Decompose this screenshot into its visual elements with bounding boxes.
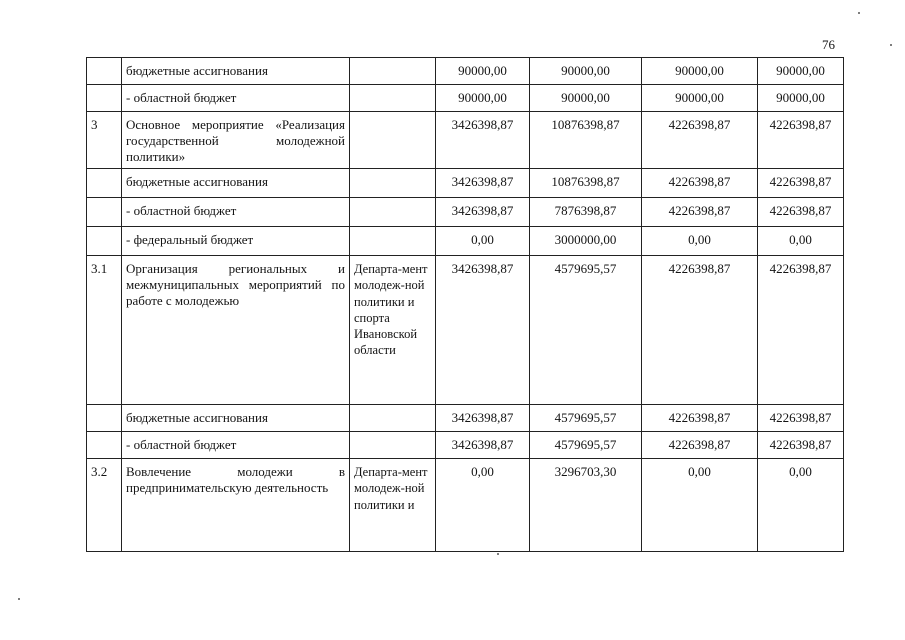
row-index: 3.2 (87, 459, 122, 552)
row-value-3: 4226398,87 (642, 198, 758, 227)
row-description: бюджетные ассигнования (122, 169, 350, 198)
row-index (87, 405, 122, 432)
row-description: бюджетные ассигнования (122, 58, 350, 85)
row-executor (350, 432, 436, 459)
row-value-1: 90000,00 (436, 85, 530, 112)
row-value-3: 4226398,87 (642, 256, 758, 405)
row-executor (350, 85, 436, 112)
row-value-2: 7876398,87 (530, 198, 642, 227)
row-executor: Департа-мент молодеж-ной политики и (350, 459, 436, 552)
table-row (87, 58, 844, 85)
table-row (87, 459, 844, 552)
row-value-2: 3296703,30 (530, 459, 642, 552)
row-value-4: 4226398,87 (758, 256, 844, 405)
row-executor (350, 169, 436, 198)
row-value-1: 3426398,87 (436, 256, 530, 405)
row-index (87, 85, 122, 112)
row-value-3: 0,00 (642, 459, 758, 552)
table-row (87, 112, 844, 169)
row-value-3: 4226398,87 (642, 169, 758, 198)
row-value-3: 4226398,87 (642, 405, 758, 432)
row-value-4: 90000,00 (758, 85, 844, 112)
row-value-1: 3426398,87 (436, 405, 530, 432)
row-description: Основное мероприятие «Реализация государственной молодежной политики» (122, 112, 350, 169)
scan-speck (858, 12, 860, 14)
row-value-1: 3426398,87 (436, 169, 530, 198)
row-value-2: 90000,00 (530, 85, 642, 112)
table-row (87, 405, 844, 432)
row-index (87, 227, 122, 256)
row-value-1: 90000,00 (436, 58, 530, 85)
row-value-4: 4226398,87 (758, 432, 844, 459)
table-row (87, 169, 844, 198)
scan-speck (890, 44, 892, 46)
row-executor (350, 227, 436, 256)
row-value-4: 0,00 (758, 227, 844, 256)
row-value-4: 4226398,87 (758, 169, 844, 198)
row-value-4: 4226398,87 (758, 198, 844, 227)
table-row (87, 432, 844, 459)
row-value-2: 10876398,87 (530, 169, 642, 198)
row-index: 3 (87, 112, 122, 169)
row-value-2: 4579695,57 (530, 405, 642, 432)
row-value-2: 10876398,87 (530, 112, 642, 169)
row-value-3: 90000,00 (642, 85, 758, 112)
row-value-2: 4579695,57 (530, 256, 642, 405)
scan-speck (497, 553, 499, 555)
row-value-3: 0,00 (642, 227, 758, 256)
page-number: 76 (822, 37, 835, 52)
table-row (87, 227, 844, 256)
row-executor (350, 112, 436, 169)
row-value-1: 0,00 (436, 459, 530, 552)
row-value-3: 4226398,87 (642, 112, 758, 169)
row-value-4: 4226398,87 (758, 405, 844, 432)
row-value-3: 4226398,87 (642, 432, 758, 459)
row-description: Вовлечение молодежи в предпринимательскую деятельность (122, 459, 350, 552)
row-description: - федеральный бюджет (122, 227, 350, 256)
row-value-4: 0,00 (758, 459, 844, 552)
row-index (87, 169, 122, 198)
row-index (87, 198, 122, 227)
row-value-1: 3426398,87 (436, 112, 530, 169)
table-row (87, 198, 844, 227)
row-index (87, 432, 122, 459)
table-row (87, 85, 844, 112)
row-description: - областной бюджет (122, 198, 350, 227)
row-index: 3.1 (87, 256, 122, 405)
row-executor (350, 198, 436, 227)
scan-speck (18, 598, 20, 600)
row-value-1: 3426398,87 (436, 432, 530, 459)
row-value-1: 3426398,87 (436, 198, 530, 227)
row-index (87, 58, 122, 85)
row-description: Организация региональных и межмуниципальных мероприятий по работе с молодежью (122, 256, 350, 405)
row-executor (350, 405, 436, 432)
row-value-1: 0,00 (436, 227, 530, 256)
row-value-4: 90000,00 (758, 58, 844, 85)
row-executor (350, 58, 436, 85)
row-description: бюджетные ассигнования (122, 405, 350, 432)
row-value-2: 4579695,57 (530, 432, 642, 459)
row-value-2: 3000000,00 (530, 227, 642, 256)
row-executor: Департа-мент молодеж-ной политики и спорта Ивановской области (350, 256, 436, 405)
row-description: - областной бюджет (122, 85, 350, 112)
table-row (87, 256, 844, 405)
budget-table (86, 57, 844, 552)
row-value-3: 90000,00 (642, 58, 758, 85)
row-description: - областной бюджет (122, 432, 350, 459)
row-value-2: 90000,00 (530, 58, 642, 85)
row-value-4: 4226398,87 (758, 112, 844, 169)
